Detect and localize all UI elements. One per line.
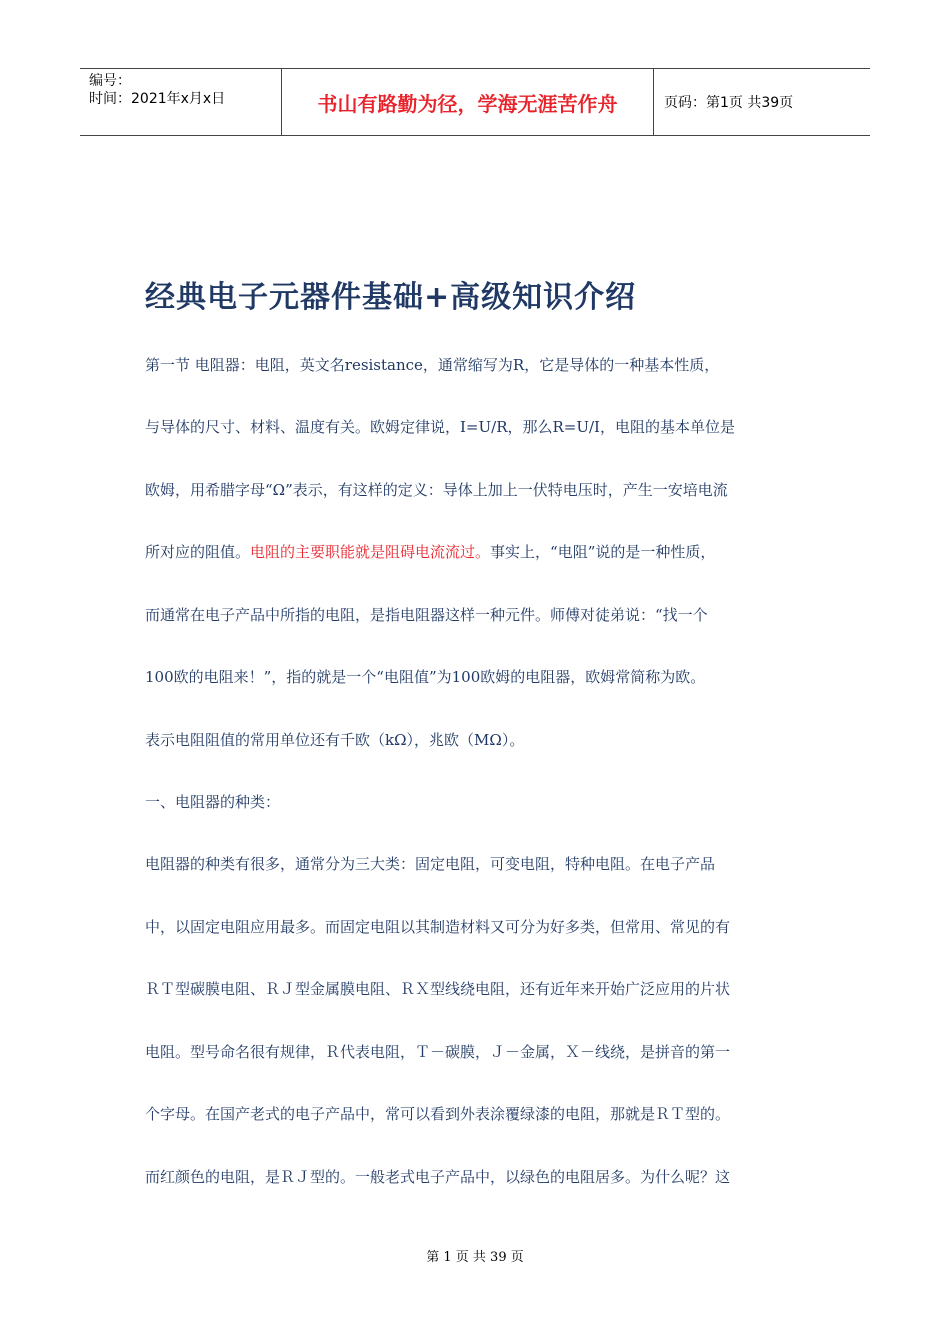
body-line: 与导体的尺寸、材料、温度有关。欧姆定律说，I=U/R，那么R=U/I，电阻的基本单位是 xyxy=(145,418,735,436)
document-header xyxy=(80,68,870,136)
body-line: 电阻器的种类有很多，通常分为三大类：固定电阻，可变电阻，特种电阻。在电子产品 xyxy=(145,855,716,873)
body-line: 个字母。在国产老式的电子产品中，常可以看到外表涂覆绿漆的电阻，那就是ＲＴ型的。 xyxy=(145,1105,731,1123)
body-line: 中，以固定电阻应用最多。而固定电阻以其制造材料又可分为好多类，但常用、常见的有 xyxy=(145,918,731,936)
header-meta xyxy=(80,69,281,135)
header-time-label: 时间：2021年x月x日 xyxy=(89,91,226,107)
section-heading: 一、电阻器的种类： xyxy=(145,793,281,811)
body-line xyxy=(145,541,805,563)
highlighted-text: 电阻的主要职能就是阻碍电流流过。 xyxy=(250,543,491,561)
body-line: 欧姆，用希腊字母“Ω”表示，有这样的定义：导体上加上一伏特电压时，产生一安培电流 xyxy=(145,481,728,499)
body-line: 表示电阻阻值的常用单位还有千欧（kΩ），兆欧（MΩ）。 xyxy=(145,731,525,749)
body-line: 而通常在电子产品中所指的电阻，是指电阻器这样一种元件。师傅对徒弟说：“找一个 xyxy=(145,606,708,624)
body-text: 所对应的阻值。 xyxy=(145,543,251,561)
body-line: ＲＴ型碳膜电阻、ＲＪ型金属膜电阻、ＲＸ型线绕电阻，还有近年来开始广泛应用的片状 xyxy=(145,980,731,998)
body-line: 第一节 电阻器：电阻，英文名resistance，通常缩写为R，它是导体的一种基本性质， xyxy=(145,356,720,374)
header-page-info: 页码：第1页 共39页 xyxy=(664,95,794,111)
header-motto: 书山有路勤为径，学海无涯苦作舟 xyxy=(281,69,654,135)
page-footer: 第 1 页 共 39 页 xyxy=(426,1250,524,1265)
body-line: 而红颜色的电阻，是ＲＪ型的。一般老式电子产品中，以绿色的电阻居多。为什么呢？这 xyxy=(145,1168,731,1186)
header-number-label: 编号： xyxy=(89,73,131,89)
body-line: 100欧的电阻来！”，指的就是一个“电阻值”为100欧姆的电阻器，欧姆常简称为欧。 xyxy=(145,668,706,686)
document-title: 经典电子元器件基础+高级知识介绍 xyxy=(145,280,637,315)
body-text: 事实上，“电阻”说的是一种性质， xyxy=(490,543,716,561)
body-line: 电阻。型号命名很有规律，Ｒ代表电阻，Ｔ－碳膜，Ｊ－金属，Ｘ－线绕，是拼音的第一 xyxy=(145,1043,731,1061)
